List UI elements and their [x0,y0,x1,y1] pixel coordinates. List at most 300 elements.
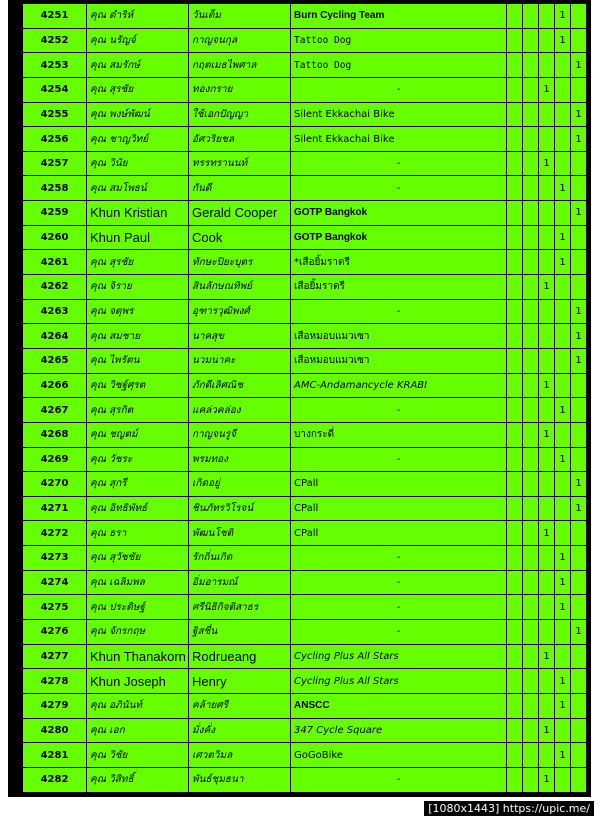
last-name: ทองกราย [189,77,291,102]
category-mark [539,570,555,595]
first-name: คุณ สมชาย [87,324,189,349]
first-name: คุณ สมรักษ์ [87,53,189,78]
table-row [23,496,587,521]
category-mark [523,570,539,595]
category-mark: 1 [539,422,555,447]
team-name: - [291,546,507,571]
category-mark [507,447,523,472]
team-name: - [291,767,507,792]
table-row [23,176,587,201]
team-name: เสือหมอบแมวเซา [291,348,507,373]
category-mark: 1 [571,324,587,349]
category-mark [507,348,523,373]
category-mark: 1 [571,127,587,152]
table-row [23,225,587,250]
last-name: เกิดอยู่ [189,472,291,497]
bib-number: 4282 [23,767,87,792]
category-mark [507,201,523,226]
table-row [23,718,587,743]
category-mark [571,422,587,447]
category-mark [539,398,555,423]
category-mark: 1 [539,275,555,300]
category-mark [555,324,571,349]
first-name: คุณ วินัย [87,151,189,176]
first-name: คุณ พงษ์พัฒน์ [87,102,189,127]
category-mark [507,570,523,595]
category-mark [507,743,523,768]
category-mark [523,743,539,768]
last-name: ใช้เอกปัญญา [189,102,291,127]
category-mark [523,53,539,78]
category-mark [507,77,523,102]
category-mark: 1 [539,521,555,546]
last-name: พัฒนโชติ [189,521,291,546]
first-name: คุณ จักรกฤษ [87,620,189,645]
last-name: ศรีนิธิกิจติสาธร [189,595,291,620]
category-mark [571,77,587,102]
category-mark [571,275,587,300]
category-mark [507,53,523,78]
category-mark [571,570,587,595]
first-name: คุณ จิราย [87,275,189,300]
team-name: Tattoo Dog [291,28,507,53]
team-name: - [291,447,507,472]
category-mark [555,53,571,78]
category-mark: 1 [539,373,555,398]
category-mark [523,447,539,472]
team-name: - [291,620,507,645]
category-mark [555,348,571,373]
table-row [23,77,587,102]
bib-number: 4258 [23,176,87,201]
first-name: คุณ สุกรี [87,472,189,497]
category-mark: 1 [555,28,571,53]
last-name: นาคสุข [189,324,291,349]
category-mark: 1 [555,250,571,275]
category-mark [507,496,523,521]
category-mark [507,546,523,571]
category-mark: 1 [555,4,571,29]
team-name: Silent Ekkachai Bike [291,127,507,152]
first-name: คุณ จตุพร [87,299,189,324]
category-mark [523,324,539,349]
category-mark [507,693,523,718]
last-name: อุฑารวุฒิพงศ์ [189,299,291,324]
bib-number: 4268 [23,422,87,447]
category-mark [539,693,555,718]
team-name: บางกระดี่ [291,422,507,447]
last-name: กาญจนกุล [189,28,291,53]
last-name: ฐิสชื่น [189,620,291,645]
last-name: Rodrueang [189,644,291,669]
bib-number: 4273 [23,546,87,571]
category-mark: 1 [555,225,571,250]
bib-number: 4257 [23,151,87,176]
bib-number: 4265 [23,348,87,373]
table-row [23,201,587,226]
category-mark: 1 [555,669,571,694]
bib-number: 4252 [23,28,87,53]
team-name: - [291,398,507,423]
category-mark [571,644,587,669]
table-row [23,324,587,349]
first-name: คุณ สุรชัย [87,250,189,275]
table-row [23,4,587,29]
category-mark [507,718,523,743]
team-name: Cycling Plus All Stars [291,644,507,669]
category-mark [507,250,523,275]
table-row [23,693,587,718]
bib-number: 4276 [23,620,87,645]
category-mark [539,53,555,78]
category-mark [571,447,587,472]
bib-number: 4279 [23,693,87,718]
category-mark [507,644,523,669]
category-mark: 1 [539,718,555,743]
category-mark [571,693,587,718]
category-mark: 1 [555,447,571,472]
category-mark: 1 [571,348,587,373]
first-name: คุณ ชญตม์ [87,422,189,447]
team-name: - [291,299,507,324]
bib-number: 4277 [23,644,87,669]
category-mark [555,521,571,546]
bib-number: 4274 [23,570,87,595]
category-mark [571,718,587,743]
category-mark [539,176,555,201]
team-name: ANSCC [291,693,507,718]
category-mark [523,4,539,29]
last-name: คล้ายศรี [189,693,291,718]
first-name: คุณ สุวัชชัย [87,546,189,571]
team-name: - [291,570,507,595]
category-mark [523,669,539,694]
team-name: เสือหมอบแมวเซา [291,324,507,349]
first-name: คุณ อิทธิพัทธ์ [87,496,189,521]
table-row [23,102,587,127]
category-mark [507,669,523,694]
category-mark [539,28,555,53]
last-name: รักถิ่นเกิด [189,546,291,571]
first-name: คุณ ชาญวิทย์ [87,127,189,152]
team-name: Tattoo Dog [291,53,507,78]
category-mark [555,496,571,521]
team-name: Burn Cycling Team [291,4,507,29]
category-mark [523,496,539,521]
category-mark: 1 [571,472,587,497]
team-name: *เสือยิ้มราตรี [291,250,507,275]
category-mark [539,595,555,620]
category-mark [523,299,539,324]
first-name: คุณ นรัญจ์ [87,28,189,53]
table-row [23,472,587,497]
first-name: คุณ สุรชัย [87,77,189,102]
team-name: Cycling Plus All Stars [291,669,507,694]
category-mark [571,398,587,423]
category-mark [539,4,555,29]
last-name: กฤตเมธไพศาล [189,53,291,78]
category-mark [571,743,587,768]
team-name: - [291,176,507,201]
table-row [23,398,587,423]
first-name: Khun Kristian [87,201,189,226]
category-mark: 1 [539,151,555,176]
team-name: CPall [291,472,507,497]
category-mark [523,28,539,53]
first-name: คุณ เฉลิมพล [87,570,189,595]
bib-number: 4261 [23,250,87,275]
category-mark [539,620,555,645]
category-mark [507,225,523,250]
team-name: GOTP Bangkok [291,225,507,250]
image-credit: [1080x1443] https://upic.me/ [424,801,594,816]
category-mark [555,201,571,226]
team-name: เสือยิ้มราตรี [291,275,507,300]
team-name: - [291,151,507,176]
last-name: พันธ์ชุมธนา [189,767,291,792]
category-mark [507,151,523,176]
category-mark [539,250,555,275]
last-name: มั่งคั่ง [189,718,291,743]
category-mark [555,127,571,152]
category-mark [507,620,523,645]
category-mark [555,151,571,176]
table-row [23,275,587,300]
category-mark [507,373,523,398]
category-mark: 1 [571,102,587,127]
category-mark [523,176,539,201]
category-mark: 1 [571,496,587,521]
category-mark [571,595,587,620]
bib-number: 4264 [23,324,87,349]
first-name: คุณ วิสิทธิ์ [87,767,189,792]
table-row [23,348,587,373]
category-mark [539,348,555,373]
bib-number: 4272 [23,521,87,546]
bib-number: 4269 [23,447,87,472]
category-mark [539,127,555,152]
category-mark [571,546,587,571]
category-mark [507,28,523,53]
table-row [23,250,587,275]
first-name: คุณ วิชัย [87,743,189,768]
category-mark [507,521,523,546]
bib-number: 4255 [23,102,87,127]
category-mark [507,422,523,447]
first-name: คุณ ธรา [87,521,189,546]
first-name: คุณ วิชฐ์ศุรต [87,373,189,398]
bib-number: 4253 [23,53,87,78]
table-row [23,299,587,324]
category-mark: 1 [571,299,587,324]
last-name: อัศวริยชล [189,127,291,152]
bib-number: 4256 [23,127,87,152]
first-name: Khun Thanakorn [87,644,189,669]
table-row [23,546,587,571]
category-mark [555,472,571,497]
last-name: ทักษะปิยะบุตร [189,250,291,275]
category-mark [523,151,539,176]
category-mark [523,250,539,275]
category-mark [555,299,571,324]
last-name: ภักดีเลิศณิช [189,373,291,398]
last-name: กันดี [189,176,291,201]
category-mark [539,472,555,497]
table-row [23,53,587,78]
last-name: อิ่มอารมณ์ [189,570,291,595]
category-mark [555,275,571,300]
category-mark [507,324,523,349]
bib-number: 4271 [23,496,87,521]
category-mark: 1 [555,743,571,768]
last-name: แคล่วคล่อง [189,398,291,423]
first-name: คุณ ประดิษฐ์ [87,595,189,620]
category-mark [539,546,555,571]
category-mark [523,595,539,620]
table-row [23,570,587,595]
category-mark [523,398,539,423]
category-mark [523,620,539,645]
registration-table [22,3,587,793]
category-mark [523,77,539,102]
category-mark [523,102,539,127]
category-mark [539,447,555,472]
team-name: AMC-Andamancycle KRABI [291,373,507,398]
category-mark [539,496,555,521]
category-mark [523,422,539,447]
bib-number: 4262 [23,275,87,300]
bib-number: 4280 [23,718,87,743]
category-mark [539,225,555,250]
team-name: CPall [291,496,507,521]
category-mark [507,4,523,29]
category-mark [523,521,539,546]
first-name: Khun Joseph [87,669,189,694]
last-name: นวมนาคะ [189,348,291,373]
category-mark: 1 [571,53,587,78]
category-mark: 1 [539,644,555,669]
category-mark [523,472,539,497]
table-row [23,28,587,53]
first-name: คุณ เอก [87,718,189,743]
category-mark [523,718,539,743]
category-mark [523,644,539,669]
category-mark [523,348,539,373]
category-mark [507,127,523,152]
category-mark [571,176,587,201]
category-mark [507,398,523,423]
table-row [23,669,587,694]
category-mark [571,250,587,275]
category-mark [571,767,587,792]
last-name: Gerald Cooper [189,201,291,226]
first-name: คุณ วัชระ [87,447,189,472]
category-mark [523,546,539,571]
bib-number: 4260 [23,225,87,250]
category-mark: 1 [555,595,571,620]
category-mark [539,743,555,768]
category-mark: 1 [555,546,571,571]
category-mark [507,595,523,620]
last-name: Cook [189,225,291,250]
bib-number: 4251 [23,4,87,29]
category-mark: 1 [555,398,571,423]
bib-number: 4270 [23,472,87,497]
category-mark [507,102,523,127]
first-name: คุณ สมโพธน์ [87,176,189,201]
team-name: CPall [291,521,507,546]
table-row [23,644,587,669]
team-name: - [291,77,507,102]
category-mark [539,299,555,324]
category-mark [555,77,571,102]
category-mark [555,718,571,743]
category-mark [571,373,587,398]
category-mark [555,102,571,127]
table-row [23,767,587,792]
category-mark [571,28,587,53]
category-mark [523,225,539,250]
category-mark [571,669,587,694]
category-mark [523,373,539,398]
bib-number: 4281 [23,743,87,768]
first-name: คุณ ดำริห์ [87,4,189,29]
bib-number: 4278 [23,669,87,694]
category-mark: 1 [555,176,571,201]
category-mark: 1 [555,570,571,595]
table-row [23,373,587,398]
table-row [23,743,587,768]
bib-number: 4266 [23,373,87,398]
category-mark: 1 [539,77,555,102]
category-mark [523,693,539,718]
category-mark [571,4,587,29]
table-row [23,595,587,620]
first-name: คุณ ไพรัตน [87,348,189,373]
last-name: กาญจนรูจี [189,422,291,447]
team-name: GOTP Bangkok [291,201,507,226]
team-name: 347 Cycle Square [291,718,507,743]
category-mark [507,767,523,792]
category-mark [571,521,587,546]
category-mark: 1 [571,201,587,226]
bib-number: 4259 [23,201,87,226]
category-mark [523,275,539,300]
category-mark [539,669,555,694]
last-name: Henry [189,669,291,694]
category-mark [507,275,523,300]
category-mark [523,767,539,792]
first-name: Khun Paul [87,225,189,250]
last-name: วันเต็ม [189,4,291,29]
category-mark [507,176,523,201]
category-mark [571,225,587,250]
table-row [23,447,587,472]
bib-number: 4254 [23,77,87,102]
bib-number: 4267 [23,398,87,423]
first-name: คุณ อภินันท์ [87,693,189,718]
category-mark [539,102,555,127]
category-mark [507,299,523,324]
category-mark: 1 [571,620,587,645]
table-row [23,521,587,546]
team-name: - [291,595,507,620]
category-mark [555,422,571,447]
category-mark [555,644,571,669]
category-mark [555,767,571,792]
category-mark [555,620,571,645]
bib-number: 4263 [23,299,87,324]
